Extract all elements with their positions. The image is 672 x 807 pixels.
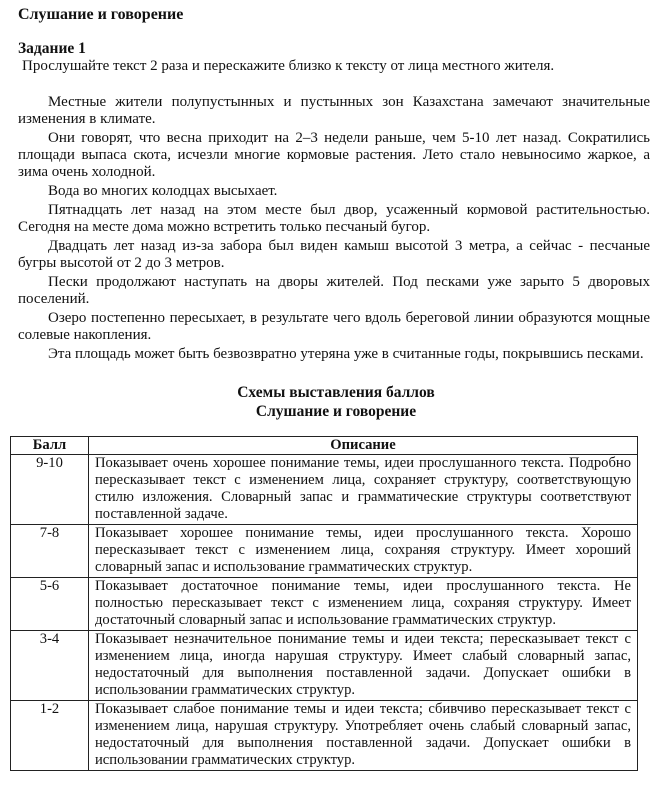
text-paragraph: Двадцать лет назад из-за забора был виден камыш высотой 3 метра, а сейчас - песчаные бугры высотой от 2 до 3 метров.: [18, 238, 650, 271]
task-instruction: Прослушайте текст 2 раза и перескажите близко к тексту от лица местного жителя.: [22, 58, 555, 74]
scoring-scheme-title-line2: Слушание и говорение: [255, 403, 417, 420]
text-paragraph: Вода во многих колодцах высыхает.: [48, 183, 278, 199]
table-row: [11, 631, 638, 701]
description-cell: Показывает очень хорошее понимание темы, идеи прослушанного текста. Подробно пересказывает текст с изменением лица, сохраняет структуру, соответствующую стилю изложения. Словарный запас и грамматические структуры соответствуют поставленной задаче.: [89, 455, 638, 525]
description-cell: Показывает достаточное понимание темы, идеи прослушанного текста. Не полностью пересказывает текст с изменением лица, сохраняя структуру. Имеет достаточный словарный запас и использование грамматических структур.: [89, 578, 638, 631]
scoring-scheme-title: [0, 383, 672, 421]
scoring-scheme-title-line1: Схемы выставления баллов: [237, 384, 435, 401]
listening-text: [18, 94, 650, 365]
description-cell: Показывает хорошее понимание темы, идеи прослушанного текста. Хорошо пересказывает текст с изменением лица, сохраняя структуру. Имеет хороший словарный запас и использование грамматических структур.: [89, 525, 638, 578]
table-row: [11, 455, 638, 525]
score-cell: 5-6: [11, 578, 89, 631]
description-cell: Показывает слабое понимание темы и идеи текста; сбивчиво пересказывает текст с изменением лица, нарушая структуру. Употребляет очень слабый словарный запас, недостаточный для выполнения поставленной задачи. Допускает ошибки в использовании грамматических структур.: [89, 701, 638, 771]
score-cell: 7-8: [11, 525, 89, 578]
score-cell: 9-10: [11, 455, 89, 525]
table-header-row: [11, 437, 638, 455]
text-paragraph: Пески продолжают наступать на дворы жителей. Под песками уже зарыто 5 дворовых поселений.: [18, 274, 650, 307]
table-row: [11, 525, 638, 578]
description-column-header: Описание: [89, 437, 638, 455]
score-cell: 1-2: [11, 701, 89, 771]
score-cell: 3-4: [11, 631, 89, 701]
table-row: [11, 701, 638, 771]
section-title: Слушание и говорение: [18, 6, 184, 23]
text-paragraph: Озеро постепенно пересыхает, в результате чего вдоль береговой линии образуются мощные солевые накопления.: [18, 310, 650, 343]
task-title: Задание 1: [18, 40, 86, 57]
scoring-rubric-table: [10, 436, 638, 771]
description-cell: Показывает незначительное понимание темы и идеи текста; пересказывает текст с изменением лица, иногда нарушая структуру. Имеет слабый словарный запас, недостаточный для выполнения поставленной задачи. Допускает ошибки в использовании грамматических структур.: [89, 631, 638, 701]
text-paragraph: Местные жители полупустынных и пустынных зон Казахстана замечают значительные изменения в климате.: [18, 94, 650, 127]
text-paragraph: Они говорят, что весна приходит на 2–3 недели раньше, чем 5-10 лет назад. Сократились площади выпаса скота, исчезли многие кормовые растения. Лето стало невыносимо жаркое, а зима очень холодной.: [18, 130, 650, 180]
text-paragraph: Эта площадь может быть безвозвратно утеряна уже в считанные годы, покрывшись песками.: [48, 346, 644, 362]
text-paragraph: Пятнадцать лет назад на этом месте был двор, усаженный кормовой растительностью. Сегодня на месте дома можно встретить только песчаный бугор.: [18, 202, 650, 235]
score-column-header: Балл: [11, 437, 89, 455]
table-row: [11, 578, 638, 631]
